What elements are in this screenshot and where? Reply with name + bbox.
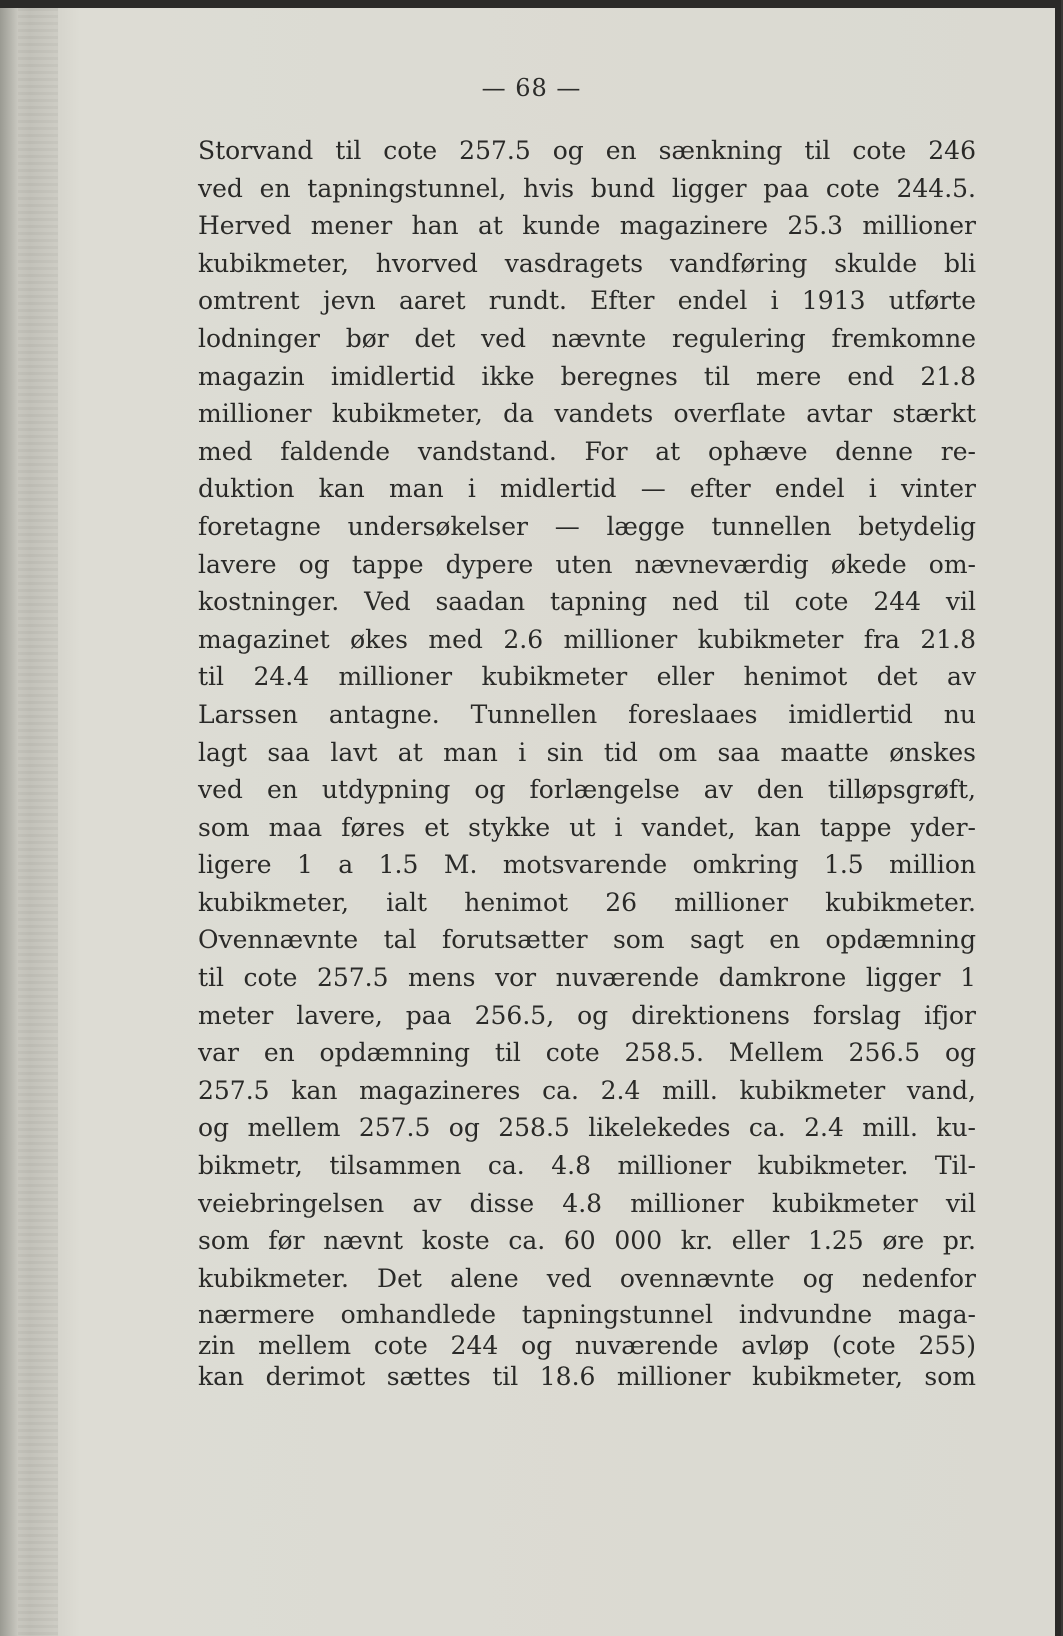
text-line: duktion kan man i midlertid — efter endel i vinter <box>198 474 976 504</box>
text-line: ved en utdypning og forlængelse av den tilløpsgrøft, <box>198 775 976 805</box>
text-line: kan derimot sættes til 18.6 millioner kubikmeter, som <box>198 1362 976 1392</box>
text-line: som før nævnt koste ca. 60 000 kr. eller 1.25 øre pr. <box>198 1226 976 1256</box>
text-line: Storvand til cote 257.5 og en sænkning til cote 246 <box>198 136 976 165</box>
text-line: millioner kubikmeter, da vandets overflate avtar stærkt <box>198 399 976 429</box>
text-line: til 24.4 millioner kubikmeter eller henimot det av <box>198 662 976 692</box>
text-line: meter lavere, paa 256.5, og direktionens forslag ifjor <box>198 1000 976 1030</box>
text-line: til cote 257.5 mens vor nuværende damkrone ligger 1 <box>198 963 976 993</box>
text-line: kubikmeter. Det alene ved ovennævnte og nedenfor <box>198 1263 976 1293</box>
text-line: kubikmeter, hvorved vasdragets vandføring skulde bli <box>198 248 976 278</box>
text-line: omtrent jevn aaret rundt. Efter endel i 1913 utførte <box>198 286 976 316</box>
text-line: ligere 1 a 1.5 M. motsvarende omkring 1.5 million <box>198 850 976 880</box>
text-line: magazin imidlertid ikke beregnes til mere end 21.8 <box>198 361 976 391</box>
text-line: bikmetr, tilsammen ca. 4.8 millioner kubikmeter. Til- <box>198 1151 976 1181</box>
text-line: foretagne undersøkelser — lægge tunnellen betydelig <box>198 511 976 541</box>
book-binding-edge <box>18 8 58 1636</box>
text-line: Ovennævnte tal forutsætter som sagt en opdæmning <box>198 925 976 955</box>
text-line: lodninger bør det ved nævnte regulering fremkomne <box>198 323 976 353</box>
text-line: lagt saa lavt at man i sin tid om saa maatte ønskes <box>198 737 976 767</box>
text-line: og mellem 257.5 og 258.5 likelekedes ca. 2.4 mill. ku- <box>198 1113 976 1143</box>
text-line: veiebringelsen av disse 4.8 millioner kubikmeter vil <box>198 1188 976 1218</box>
text-line: magazinet økes med 2.6 millioner kubikmeter fra 21.8 <box>198 624 976 654</box>
text-line: som maa føres et stykke ut i vandet, kan tappe yder- <box>198 812 976 842</box>
text-line: nærmere omhandlede tapningstunnel indvundne maga- <box>198 1300 976 1330</box>
text-line: var en opdæmning til cote 258.5. Mellem 256.5 og <box>198 1038 976 1068</box>
text-line: ved en tapningstunnel, hvis bund ligger paa cote 244.5. <box>198 173 976 203</box>
text-line: zin mellem cote 244 og nuværende avløp (cote 255) <box>198 1331 976 1361</box>
text-line: kubikmeter, ialt henimot 26 millioner kubikmeter. <box>198 887 976 917</box>
page-number: — 68 — <box>481 74 582 102</box>
text-line: Herved mener han at kunde magazinere 25.3 millioner <box>198 211 976 241</box>
text-line: med faldende vandstand. For at ophæve denne re- <box>198 436 976 466</box>
text-line: lavere og tappe dypere uten nævneværdig økede om- <box>198 549 976 579</box>
text-line: 257.5 kan magazineres ca. 2.4 mill. kubikmeter vand, <box>198 1075 976 1105</box>
body-text <box>198 132 976 1392</box>
text-line: Larssen antagne. Tunnellen foreslaaes imidlertid nu <box>198 699 976 729</box>
text-line: kostninger. Ved saadan tapning ned til cote 244 vil <box>198 587 976 617</box>
